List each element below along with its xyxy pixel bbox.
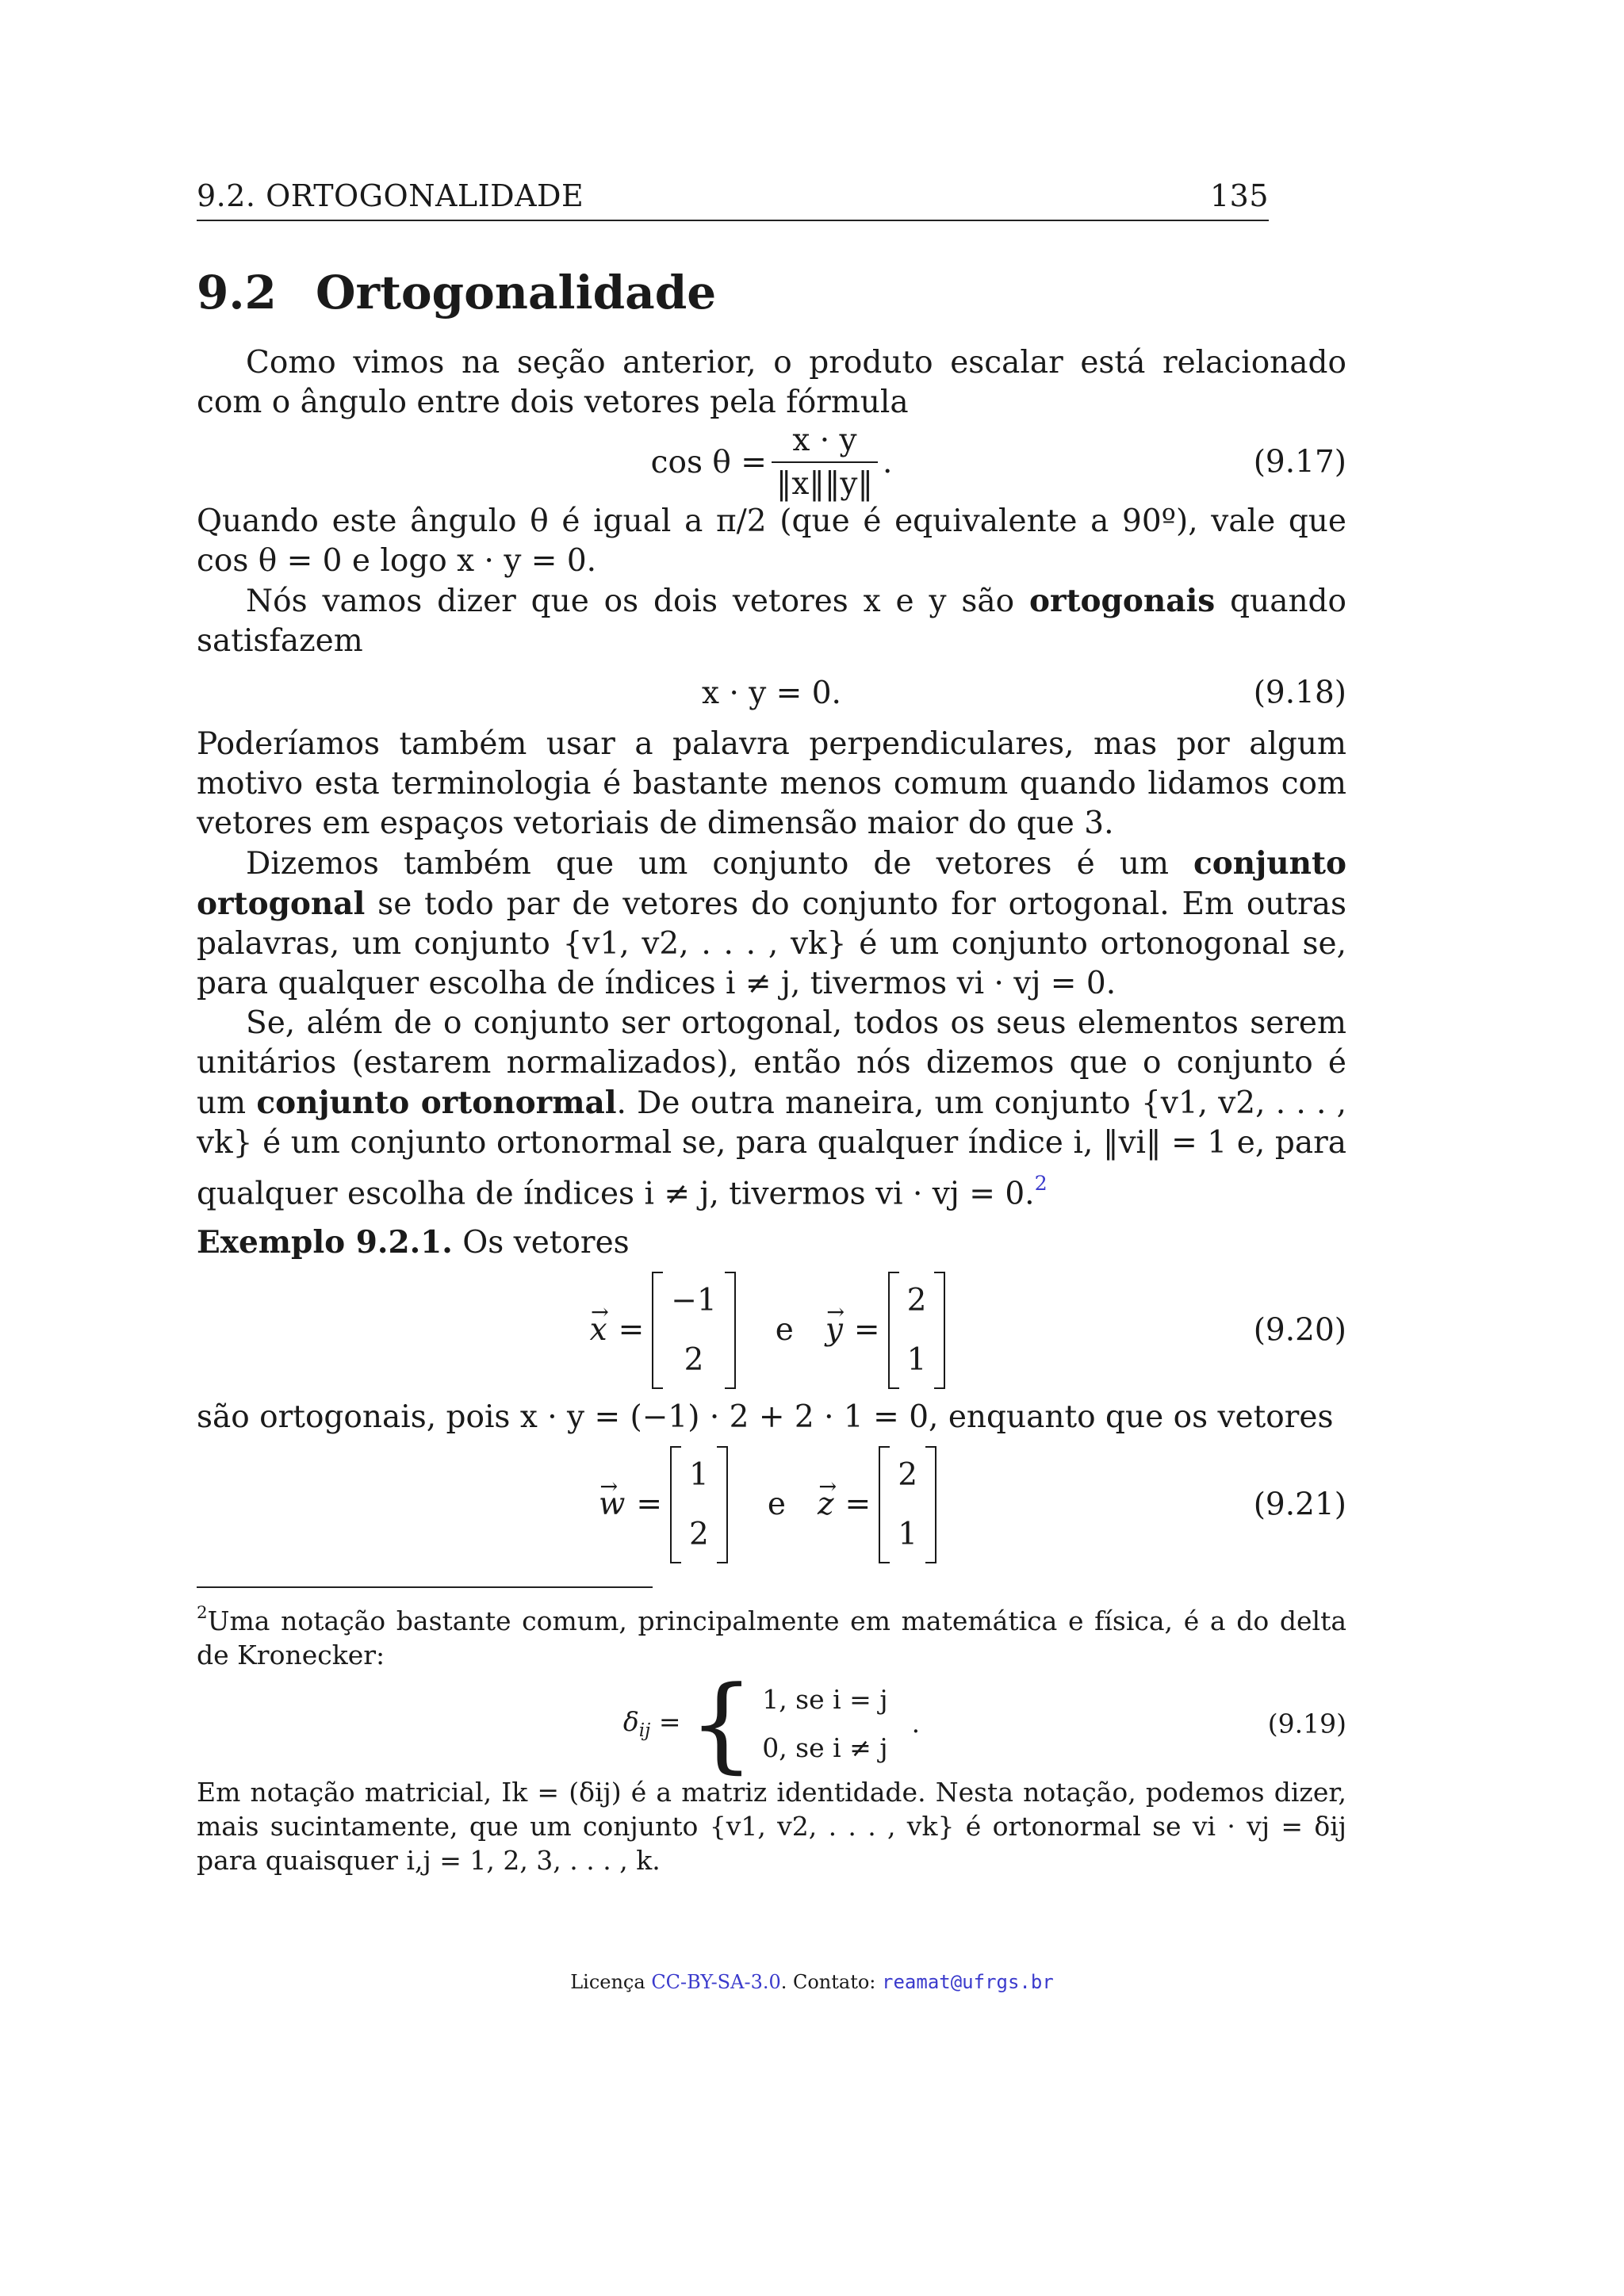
eq917-numerator: x · y [792, 423, 857, 458]
footnote-number: 2 [197, 1602, 208, 1623]
equation-9-20: → x = −1 2 e → y = 2 1 (9.20) [197, 1263, 1346, 1398]
paragraph-7: são ortogonais, pois x · y = (−1) · 2 + 2 · 1 = 0, enquanto que os vetores [197, 1399, 1334, 1435]
equation-9-21: → w = 1 2 e → z = 2 1 (9.21) [197, 1437, 1346, 1572]
running-head [197, 178, 1269, 221]
eq917-fraction [772, 423, 878, 502]
equation-9-18 [197, 661, 1346, 725]
term-conjunto-ortonormal: conjunto ortonormal [256, 1085, 617, 1121]
case-1: 1, se i = j [762, 1683, 888, 1715]
footnote-mark[interactable]: 2 [1034, 1171, 1048, 1195]
license-link[interactable]: CC-BY-SA-3.0 [651, 1971, 781, 1993]
paragraph-4: Poderíamos também usar a palavra perpendiculares, mas por algum motivo esta terminologia é bastante menos comum quando lidamos com vetores em espaços vetoriais de dimensão maior do que 3. [197, 726, 1346, 841]
term-ortogonais: ortogonais [1028, 583, 1216, 619]
section-name: Ortogonalidade [316, 266, 717, 320]
eq921-tag: (9.21) [1253, 1487, 1346, 1523]
page [197, 178, 1346, 1877]
eq917-lhs: cos θ = [650, 444, 767, 480]
example-label: Exemplo 9.2.1. [197, 1223, 453, 1261]
case-2: 0, se i ≠ j [762, 1732, 888, 1763]
term-conjunto-ortogonal: conjunto ortogonal [197, 845, 1346, 922]
footnote-rule [197, 1586, 653, 1588]
example-9-2-1: Exemplo 9.2.1. Os vetores [197, 1223, 630, 1261]
eq917-denominator: ‖x‖‖y‖ [772, 461, 878, 502]
section-number: 9.2 [197, 266, 277, 320]
contact-email-link[interactable]: reamat@ufrgs.br [882, 1971, 1054, 1993]
matrix-x: −1 2 [652, 1272, 736, 1389]
running-head-title: 9.2. ORTOGONALIDADE [197, 178, 584, 213]
left-brace: { [688, 1663, 755, 1784]
paragraph-3: Nós vamos dizer que os dois vetores x e y são ortogonais quando satisfazem [197, 583, 1347, 659]
matrix-w: 1 2 [670, 1446, 728, 1563]
eq917-tag: (9.17) [1253, 444, 1346, 480]
eq918-tag: (9.18) [1253, 675, 1346, 711]
paragraph-1: Como vimos na seção anterior, o produto escalar está relacionado com o ângulo entre dois vetores pela fórmula [197, 345, 1346, 420]
eq918-body: x · y = 0. [702, 675, 841, 711]
footnote-text: Uma notação bastante comum, principalmente em matemática e física, é a do delta de Kronecker: [197, 1605, 1346, 1670]
matrix-z: 2 1 [879, 1446, 936, 1563]
section-title [197, 266, 1346, 320]
paragraph-2: Quando este ângulo θ é igual a π/2 (que é equivalente a 90º), vale que cos θ = 0 e logo x · y = 0. [197, 503, 1346, 579]
footnote-2 [197, 1596, 1346, 1672]
equation-9-17: cos θ = $\frac{x \cdot y}{‖x‖‖y‖}$ . (9.17) [650, 423, 1346, 502]
cases [762, 1684, 887, 1763]
equation-9-19: $\delta_{ij}$ = { 1, se i = j 0, se i ≠ j . (9.19) [622, 1663, 1346, 1784]
eq919-tag: (9.19) [1267, 1708, 1346, 1739]
matrix-y: 2 1 [888, 1272, 946, 1389]
footnote-text-2: Em notação matricial, Ik = (δij) é a matriz identidade. Nesta notação, podemos dizer, mais sucintamente, que um conjunto {v1, v2, . . . , vk} é ortonormal se vi · vj = δij para quaisquer i,j = 1, 2, 3, . . . , k. [197, 1776, 1346, 1876]
eq920-tag: (9.20) [1253, 1312, 1346, 1349]
page-footer: Licença CC-BY-SA-3.0. Contato: reamat@ufrgs.br [570, 1971, 1054, 1993]
paragraph-5: Dizemos também que um conjunto de vetores é um conjunto ortogonal se todo par de vetores do conjunto for ortogonal. Em outras palavras, um conjunto {v1, v2, . . . , vk} é um conjunto ortonogonal se, para qualquer escolha de índices i ≠ j, tivermos vi · vj = 0. [197, 845, 1346, 1001]
page-number: 135 [1209, 178, 1269, 213]
paragraph-6: Se, além de o conjunto ser ortogonal, todos os seus elementos serem unitários (estarem normalizados), então nós dizemos que o conjunto é um conjunto ortonormal. De outra maneira, um conjunto {v1, v2, . . . , vk} é um conjunto ortonormal se, para qualquer índice i, ‖vi‖ = 1 e, para qualquer escolha de índices i ≠ j, tivermos vi · vj = 0.$^2$ [197, 1005, 1346, 1212]
